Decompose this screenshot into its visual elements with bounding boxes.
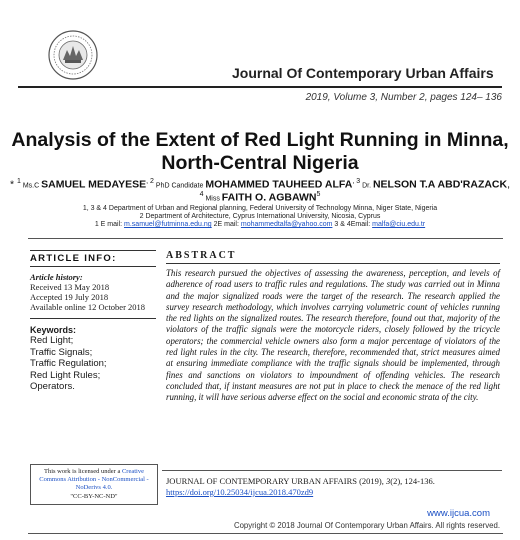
- corresponding-mark: *: [9, 178, 17, 191]
- volume-line: 2019, Volume 3, Number 2, pages 124– 136: [305, 92, 502, 103]
- website-link[interactable]: www.ijcua.com: [427, 508, 490, 519]
- author-1-sup: 1: [16, 178, 21, 185]
- header-rule: [18, 86, 502, 88]
- received-date: Received 13 May 2018: [30, 282, 110, 292]
- author-4-sup: 4: [199, 191, 204, 198]
- citation-pages: (2), 124-136.: [390, 476, 435, 486]
- keyword-item: Traffic Regulation;: [30, 358, 107, 369]
- affiliation-1: 1, 3 & 4 Department of Urban and Regional planning, Federal University of Technology Minna, Niger State, Nigeria: [82, 205, 438, 212]
- keyword-item: Operators.: [30, 381, 75, 392]
- license-link[interactable]: Creative Commons Attribution - NonCommercial - NoDerivs 4.0.: [39, 468, 149, 492]
- author-3-sep: ,: [507, 178, 511, 191]
- title-line-1: Analysis of the Extent of Red Light Running in Minna,: [11, 129, 509, 151]
- author-3-degree: Dr.: [360, 182, 373, 190]
- author-line-2: [0, 191, 520, 204]
- history-label: Article history:: [30, 272, 83, 282]
- author-1-degree: Ms.C: [20, 182, 42, 190]
- accepted-date: Accepted 19 July 2018: [30, 292, 109, 302]
- author-2-degree: PhD Candidate: [153, 182, 206, 190]
- license-code: "CC-BY-NC-ND": [70, 492, 118, 500]
- copyright-notice: Copyright © 2018 Journal Of Contemporary Urban Affairs. All rights reserved.: [233, 521, 500, 530]
- author-1-name: SAMUEL MEDAYESE: [41, 178, 147, 191]
- online-date: Available online 12 October 2018: [30, 302, 146, 312]
- abstract-text: This research pursued the objectives of assessing the awareness, perception, and levels of adherence of road users to traffic rules and regulations. The study was carried out in Minna and the major signalized roads were the target of the research. The research applied the survey research methodology, which involves carrying volumetric count of vehicles running the red lights on the signalized routes. The research therefore, found out that, majority of the violators of the traffic signals were the motorcycle riders, closely followed by the tricycle operators; the commercial vehicle owners also form a major percentage of violators of the red light rules in the city. The research, therefore, recommended that, strict measures aimed at ensuring immediate compliance with the traffic signals should be implemented, through fines and sanctions on violators to impoundment of offending vehicles. The research concluded that, if instant measures are not put in place to check the menace of the red light running, it will have serious adverse effect on the social and economic strata of the city.: [166, 268, 500, 403]
- journal-seal-logo: [48, 30, 98, 80]
- article-info-box: [30, 250, 156, 393]
- email-link-3[interactable]: malfa@ciu.edu.tr: [372, 221, 426, 228]
- keyword-item: Red Light Rules;: [30, 369, 101, 381]
- paper-title: [0, 129, 520, 175]
- keywords-rule: [30, 318, 156, 319]
- keyword-item: Traffic Signals;: [30, 346, 93, 358]
- author-line: [0, 178, 520, 191]
- email-prefix-1: 1 E mail:: [94, 221, 125, 228]
- keywords-label: Keywords:: [30, 325, 77, 335]
- license-prefix: This work is licensed under a: [43, 468, 122, 475]
- email-prefix-2: 2E mail:: [211, 221, 241, 228]
- abstract-heading: ABSTRACT: [166, 250, 500, 264]
- keyword-item: Red Light;: [30, 335, 74, 346]
- title-line-2: North-Central Nigeria: [161, 152, 359, 174]
- author-2-sup: , 2: [146, 178, 154, 185]
- affiliation-2: 2 Department of Architecture, Cyprus International University, Nicosia, Cyprus: [139, 213, 381, 220]
- email-link-1[interactable]: m.samuel@futminna.edu.ng: [124, 221, 212, 228]
- footer-rule: [28, 533, 503, 534]
- section-rule: [28, 238, 503, 239]
- article-info-heading: ARTICLE INFO:: [30, 250, 156, 267]
- author-3-sup: , 3: [352, 178, 361, 185]
- citation-rule: [162, 470, 502, 471]
- author-4-sup-end: 5: [316, 191, 321, 198]
- email-prefix-3: 3 & 4Email:: [332, 221, 373, 228]
- citation-journal: JOURNAL OF CONTEMPORARY URBAN AFFAIRS (2019),: [166, 476, 387, 486]
- author-3-name: NELSON T.A ABD'RAZACK: [372, 178, 508, 191]
- email-line: [0, 221, 520, 228]
- license-box: [30, 464, 158, 505]
- citation: [166, 476, 500, 498]
- abstract-section: [166, 250, 500, 404]
- citation-volume: 3: [386, 476, 391, 486]
- doi-link[interactable]: https://doi.org/10.25034/ijcua.2018.470zd9: [166, 487, 314, 497]
- author-2-name: MOHAMMED TAUHEED ALFA: [205, 178, 353, 191]
- email-link-2[interactable]: mohammedtalfa@yahoo.com: [240, 221, 333, 228]
- author-4-degree: Miss: [203, 195, 222, 203]
- journal-name: Journal Of Contemporary Urban Affairs: [232, 65, 494, 81]
- author-4-name: FAITH O. AGBAWN: [221, 191, 317, 204]
